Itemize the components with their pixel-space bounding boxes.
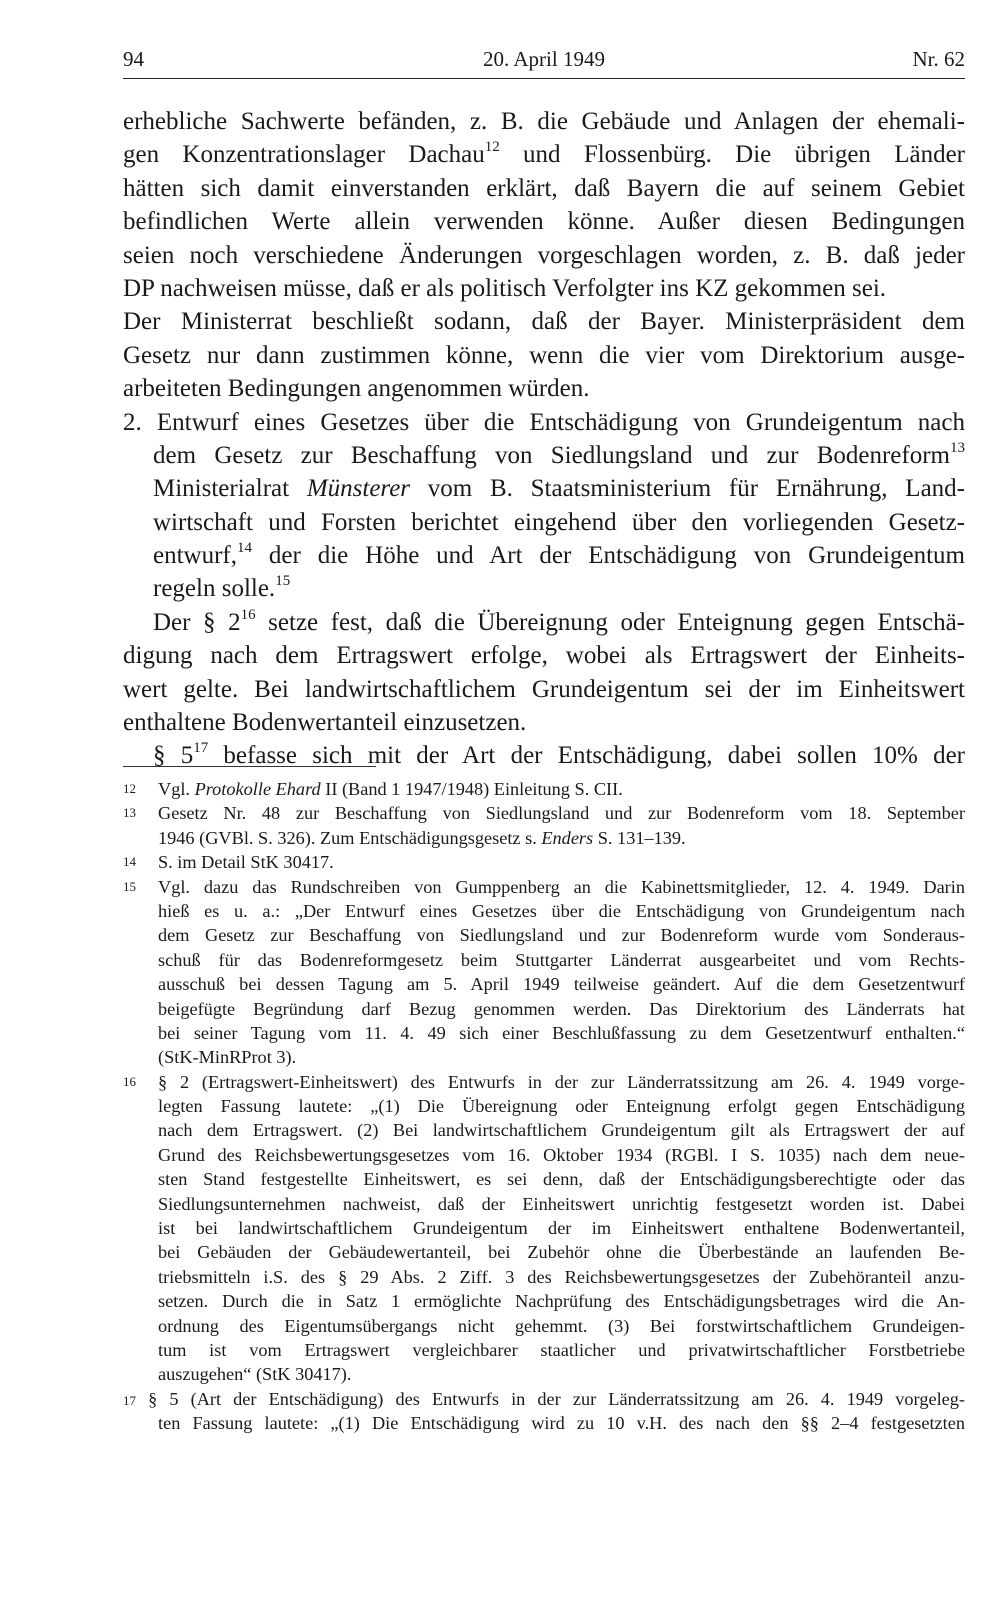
text-line: gen Konzentrationslager Dachau$^{12}$ und Flossenbürg. Die übrigen Länder	[123, 139, 965, 169]
text-line: enthaltene Bodenwertanteil einzusetzen.	[123, 709, 527, 737]
text-line: befindlichen Werte allein verwenden könne. Außer diesen Bedingungen	[123, 208, 965, 236]
text-line: hätten sich damit einverstanden erklärt, daß Bayern die auf seinem Gebiet	[123, 174, 965, 202]
footnote-number: 13	[123, 805, 136, 821]
text-line: Gesetz nur dann zustimmen könne, wenn die vier vom Direktorium ausge-	[123, 341, 965, 369]
footnote-12: 12 Vgl. Protokolle Ehard II (Band 1 1947/1948) Einleitung S. CII.	[123, 779, 623, 799]
footnote-number: 14	[123, 854, 136, 870]
main-text	[123, 105, 965, 773]
agenda-item-heading: dem Gesetz zur Beschaffung von Siedlungsland und zur Bodenreform$^{13}$	[153, 439, 965, 469]
text-line: seien noch verschiedene Änderungen vorgeschlagen worden, z. B. daß jeder	[123, 241, 965, 269]
footnotes	[123, 777, 965, 1436]
footnote-14: 14 S. im Detail StK 30417.	[123, 852, 334, 873]
text-line: arbeiteten Bedingungen angenommen würden.	[123, 375, 590, 403]
text-line: Der § $2^{16}$ setze fest, daß die Übereignung oder Enteignung gegen Entschä-	[153, 606, 965, 636]
text-line: wert gelte. Bei landwirtschaftlichem Grundeigentum sei der im Einheitswert	[123, 675, 965, 703]
footnote-16: 16 § 2 (Ertragswert-Einheitswert) des Entwurfs in der zur Länderratssitzung am 26. 4. 1949 vorge- legten Fassung lautete: „(1) Die Übereignung oder Enteignung erfolgt gegen Entschädigung nach dem Ertragswert. (2) Bei landwirtschaftlichem Grundeigentum gilt als Ertragswert der auf Grund des Reichsbewertungsgesetzes vom 16. Oktober 1934 (RGBl. I S. 1035) nach dem neue- sten Stand festgestellte Einheitswert, es sei denn, daß der Entschädigungsberechtigte oder das Siedlungsunternehmen nachweist, daß der Einheitswert unrichtig festgesetzt worden ist. Dabei ist bei landwirtschaftlichem Grundeigentum der im Einheitswert enthaltene Bodenwertanteil, bei Gebäuden der Gebäudewertanteil, bei Zubehör ohne die Überbestände an laufenden Be- triebsmitteln i.S. des § 29 Abs. 2 Ziff. 3 des Reichsbewertungsgesetzes der Zubehöranteil anzu- setzen. Durch die in Satz 1 ermöglichte Nachprüfung des Entschädigungsbetrages wird die An- ordnung des Eigentumsübergangs nicht gehemmt. (3) Bei forstwirtschaftlichem Grundeigen- tum ist vom Ertragswert vergleichbarer staatlicher und privatwirtschaftlicher Forstbetriebe auszugehen“ (StK 30417).	[123, 1071, 965, 1385]
text-line: wirtschaft und Forsten berichtet eingehend über den vorliegenden Gesetz-	[153, 508, 965, 536]
footnote-ref[interactable]: 15	[275, 573, 291, 590]
footnote-ref[interactable]: 16	[240, 606, 256, 623]
text-line: regeln solle.$^{15}$	[153, 573, 291, 603]
text-line: DP nachweisen müsse, daß er als politisch Verfolgter ins KZ gekommen sei.	[123, 274, 887, 302]
footnote-ref[interactable]: 17	[193, 740, 209, 757]
document-number: Nr. 62	[912, 47, 965, 71]
text-line: Der Ministerrat beschließt sodann, daß der Bayer. Ministerpräsident dem	[123, 308, 965, 336]
running-header	[123, 42, 965, 76]
agenda-item-heading: 2. Entwurf eines Gesetzes über die Entschädigung von Grundeigentum nach	[123, 408, 965, 436]
footnote-rule	[123, 766, 376, 767]
text-line: Ministerialrat Münsterer vom B. Staatsministerium für Ernährung, Land-	[153, 475, 965, 503]
footnote-number: 15	[123, 878, 136, 894]
text-line: erhebliche Sachwerte befänden, z. B. die Gebäude und Anlagen der ehemali-	[123, 108, 965, 135]
footnote-ref[interactable]: 14	[237, 539, 252, 556]
footnote-number: 16	[123, 1073, 136, 1089]
text-line: digung nach dem Ertragswert erfolge, wobei als Ertragswert der Einheits-	[123, 642, 965, 670]
footnote-15: 15 Vgl. dazu das Rundschreiben von Gumppenberg an die Kabinettsmitglieder, 12. 4. 1949. Darin hieß es u. a.: „Der Entwurf eines Gesetzes über die Entschädigung von Grundeigentum nach dem Gesetz zur Beschaffung von Siedlungsland und zur Bodenreform wurde vom Sonderaus- schuß für das Bodenreformgesetz beim Stuttgarter Länderrat ausgearbeitet und vom Rechts- ausschuß bei dessen Tagung am 5. April 1949 teilweise geändert. Auf die dem Gesetzentwurf beigefügte Begründung darf Bezug genommen werden. Das Direktorium des Länderrats hat bei seiner Tagung vom 11. 4. 49 sich einer Beschlußfassung zu dem Gesetzentwurf enthalten.“ (StK-MinRProt 3).	[123, 876, 965, 1068]
footnote-13: 13 Gesetz Nr. 48 zur Beschaffung von Siedlungsland und zur Bodenreform vom 18. September 1946 (GVBl. S. 326). Zum Entschädigungsgesetz s. Enders S. 131–139.	[123, 803, 965, 848]
header-rule	[123, 78, 965, 79]
footnote-number: 12	[123, 781, 136, 796]
footnote-ref[interactable]: 12	[484, 139, 500, 156]
text-line: entwurf,$^{14}$ der die Höhe und Art der Entschädigung von Grundeigentum	[153, 539, 965, 570]
footnote-ref[interactable]: 13	[950, 439, 965, 456]
page-number: 94	[123, 47, 144, 71]
header-date: 20. April 1949	[483, 47, 605, 71]
person-name: Münsterer	[306, 475, 411, 503]
footnote-number: 17	[123, 1392, 136, 1408]
text-line: § $5^{17}$ befasse sich mit der Art der Entschädigung, dabei sollen 10% der	[153, 740, 965, 770]
footnote-17: 17 § 5 (Art der Entschädigung) des Entwurfs in der zur Länderratssitzung am 26. 4. 1949 vorgeleg- ten Fassung lautete: „(1) Die Entschädigung wird zu 10 v.H. des nach den §§ 2–4 festgesetzten	[123, 1388, 965, 1434]
